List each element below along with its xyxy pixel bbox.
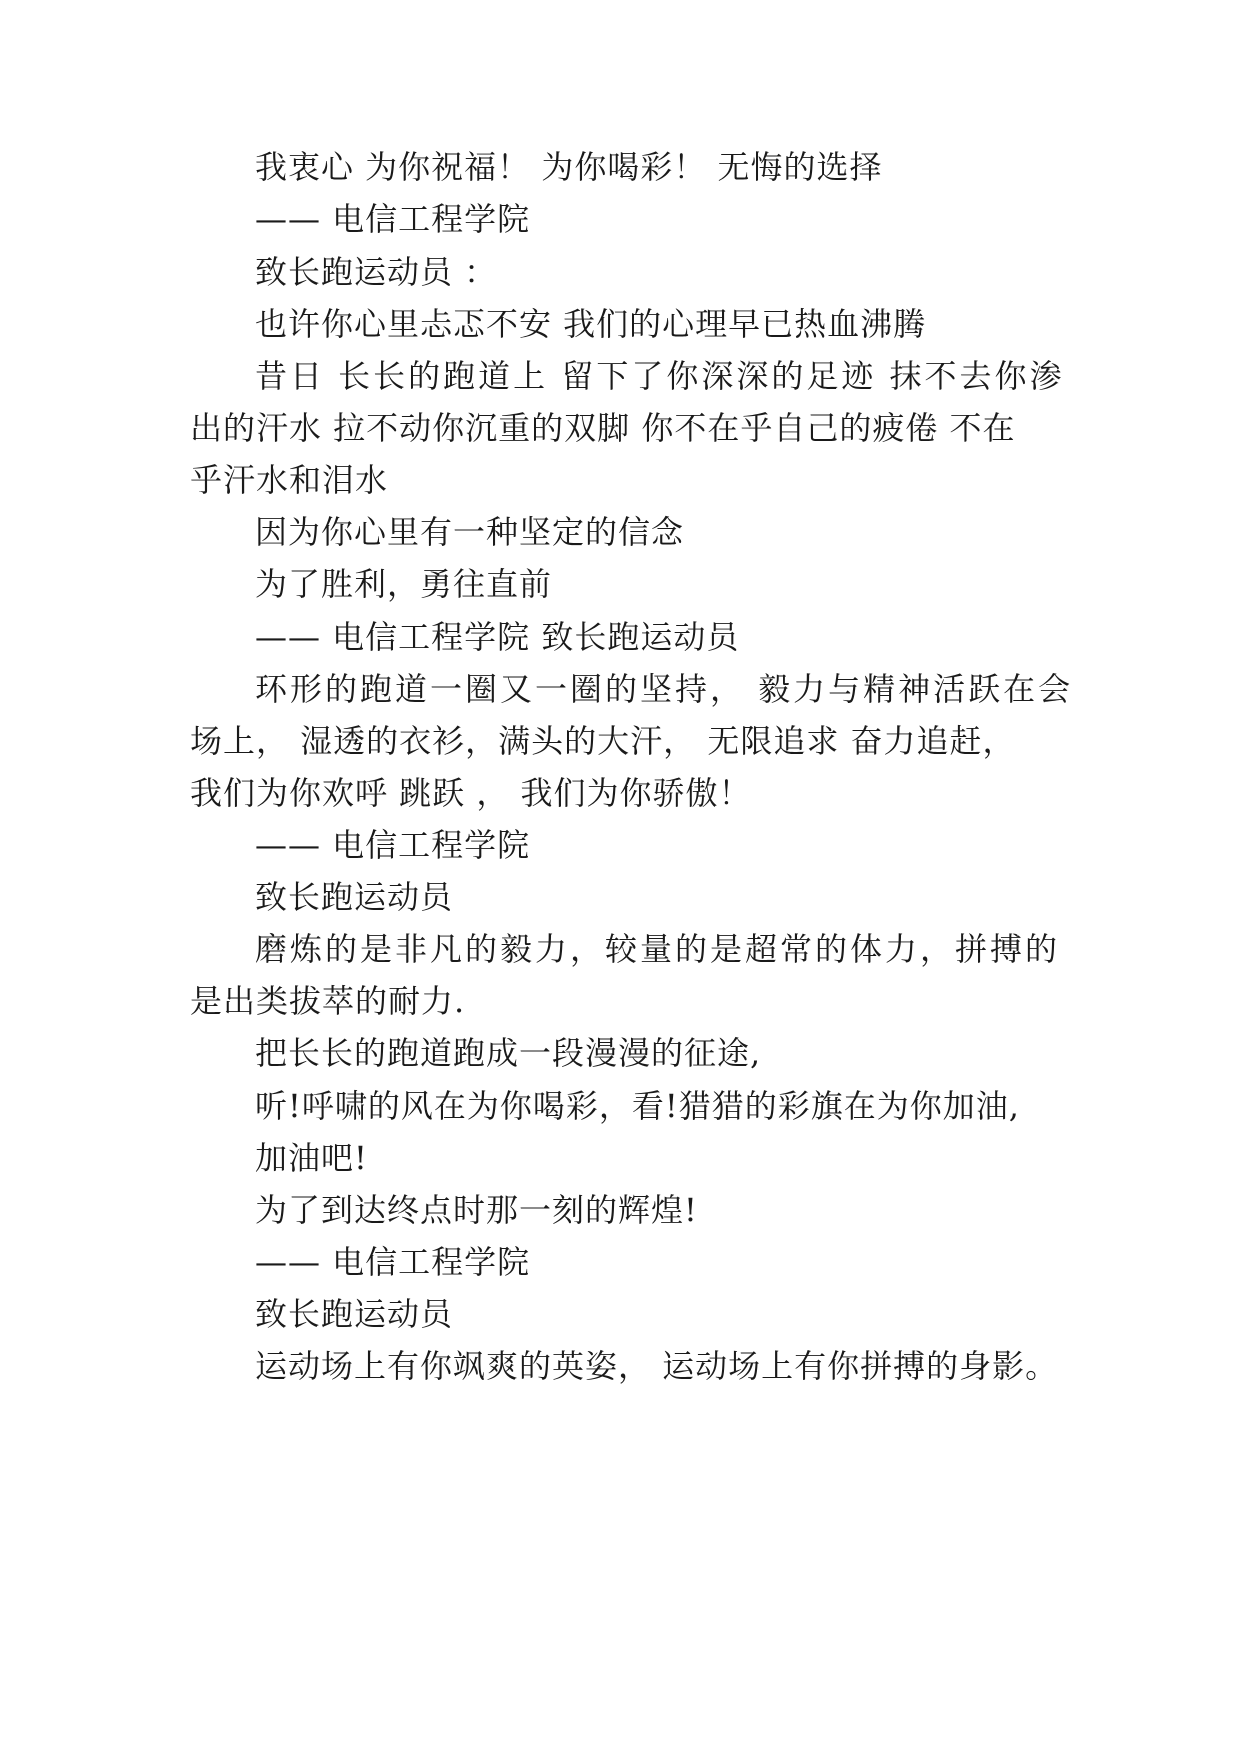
text-line: 因为你心里有一种坚定的信念 <box>255 513 685 551</box>
text-line: 为了胜利，勇往直前 <box>255 565 553 603</box>
text-line: 运动场上有你飒爽的英姿， 运动场上有你拼搏的身影。 <box>255 1347 1059 1385</box>
text-line: —— 电信工程学院 致长跑运动员 <box>255 618 740 656</box>
text-line: 出的汗水 拉不动你沉重的双脚 你不在乎自己的疲倦 不在 <box>190 409 1016 447</box>
text-line: 为了到达终点时那一刻的辉煌! <box>255 1191 698 1229</box>
text-line: 是出类拔萃的耐力. <box>190 982 466 1020</box>
text-line: 磨炼的是非凡的毅力，较量的是超常的体力，拼搏的 <box>255 930 1061 968</box>
text-line: 听!呼啸的风在为你喝彩，看!猎猎的彩旗在为你加油, <box>255 1087 1020 1125</box>
text-line: —— 电信工程学院 <box>255 1243 531 1281</box>
text-line: 也许你心里忐忑不安 我们的心理早已热血沸腾 <box>255 305 927 343</box>
text-line: —— 电信工程学院 <box>255 200 531 238</box>
text-line: 场上， 湿透的衣衫，满头的大汗， 无限追求 奋力追赶， <box>190 722 1016 760</box>
text-line: 昔日 长长的跑道上 留下了你深深的足迹 抹不去你渗 <box>255 357 1065 395</box>
text-line: 我衷心 为你祝福！ 为你喝彩！ 无悔的选择 <box>255 148 883 186</box>
text-line: —— 电信工程学院 <box>255 826 531 864</box>
text-line: 我们为你欢呼 跳跃 ， 我们为你骄傲！ <box>190 774 752 812</box>
text-line: 把长长的跑道跑成一段漫漫的征途, <box>255 1034 762 1072</box>
text-line: 致长跑运动员 <box>255 1295 454 1333</box>
text-line: 加油吧! <box>255 1139 368 1177</box>
text-line: 致长跑运动员 <box>255 878 454 916</box>
text-line: 乎汗水和泪水 <box>190 461 389 499</box>
text-line: 环形的跑道一圈又一圈的坚持， 毅力与精神活跃在会 <box>255 670 1074 708</box>
text-line: 致长跑运动员 ： <box>255 253 498 291</box>
